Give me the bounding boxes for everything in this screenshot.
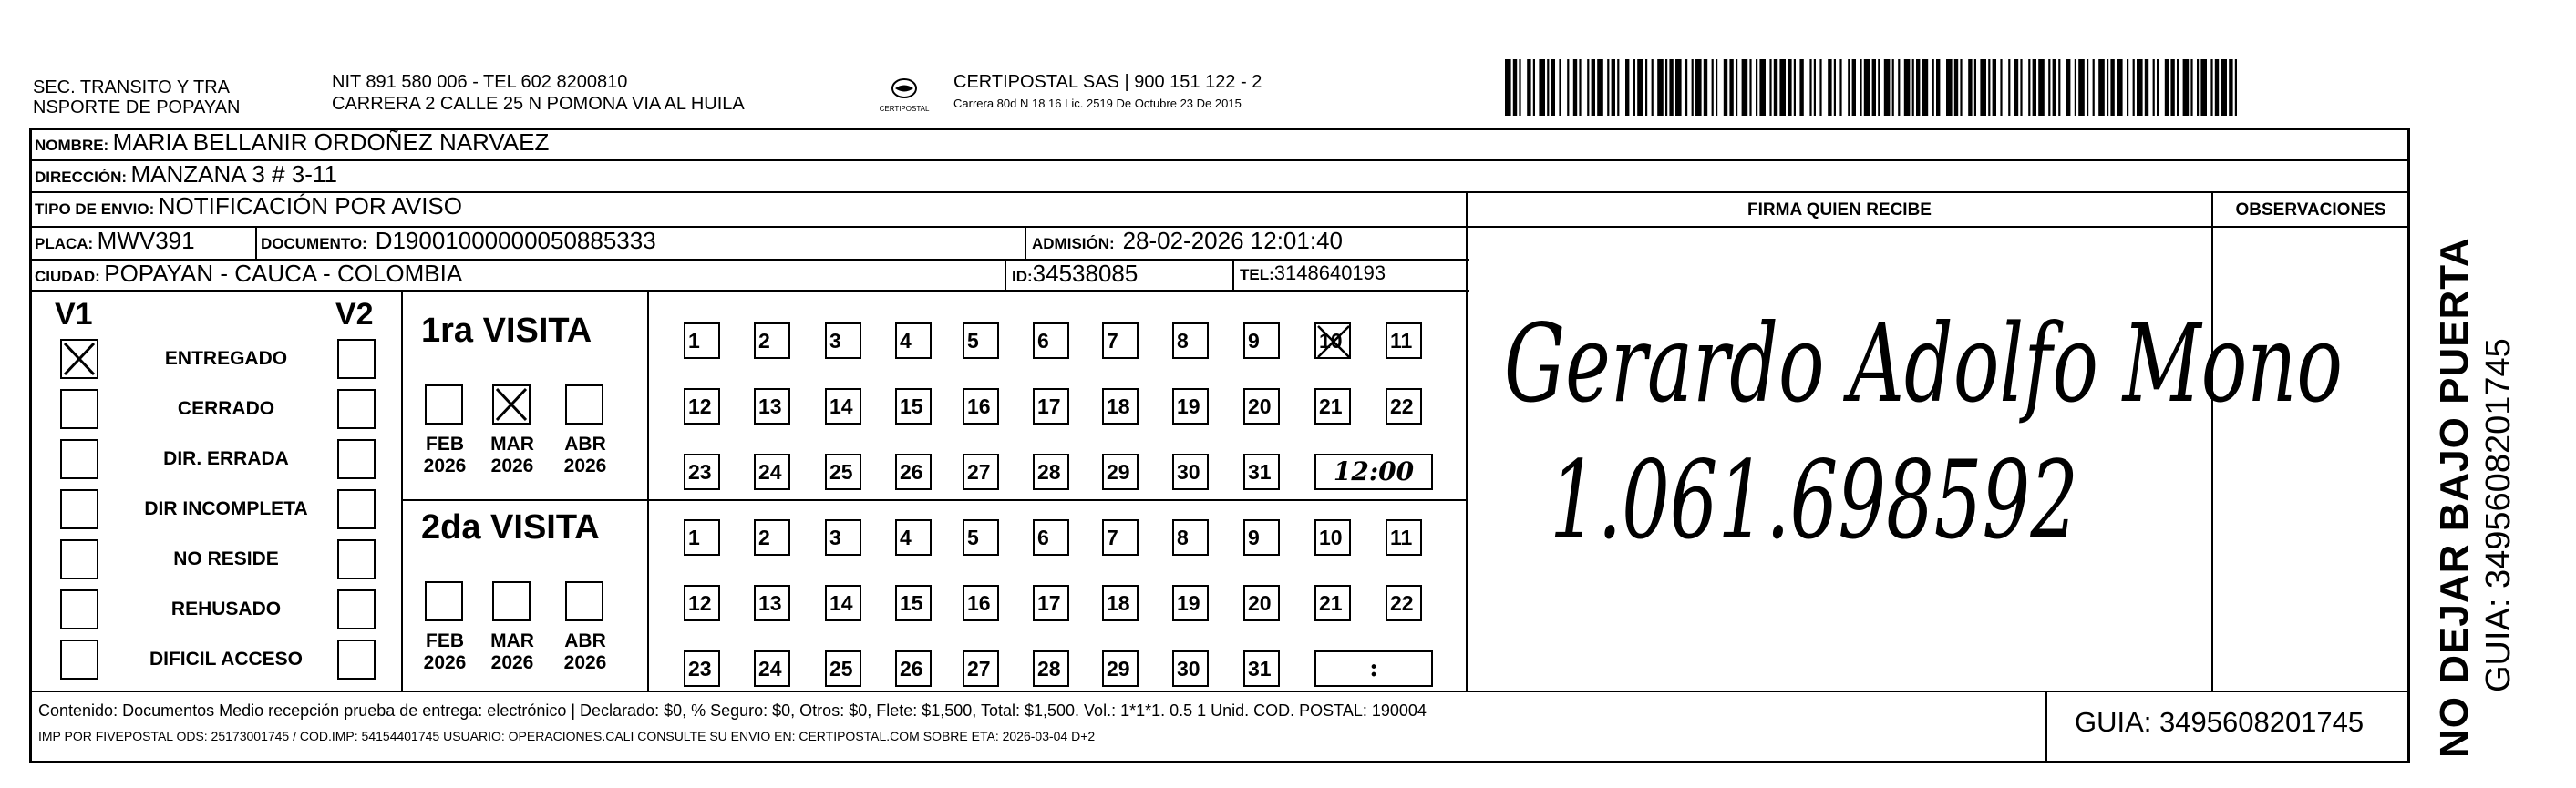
day-box-6[interactable]: 6: [1033, 322, 1069, 359]
v1-header: V1: [55, 297, 93, 332]
row-address: [29, 159, 2410, 190]
day-box-10[interactable]: 10: [1314, 322, 1351, 359]
month-label: MAR: [490, 434, 534, 455]
day-box-31[interactable]: 31: [1243, 650, 1280, 687]
day-box-18[interactable]: 18: [1102, 585, 1139, 621]
day-box-30[interactable]: 30: [1172, 454, 1209, 490]
day-box-6[interactable]: 6: [1033, 519, 1069, 556]
day-box-29[interactable]: 29: [1102, 454, 1139, 490]
sender-name-line2: NSPORTE DE POPAYAN: [33, 97, 241, 118]
status-checkbox-v1[interactable]: [60, 439, 98, 479]
month-label: FEB: [426, 434, 464, 455]
day-box-24[interactable]: 24: [754, 454, 790, 490]
month-checkbox-mar[interactable]: [492, 581, 531, 621]
plate-label: PLACA:: [35, 235, 94, 252]
status-checkbox-v1[interactable]: [60, 640, 98, 680]
day-box-13[interactable]: 13: [754, 585, 790, 621]
barcode: [1505, 59, 2237, 116]
admission-label: ADMISIÓN:: [1032, 235, 1115, 252]
day-box-14[interactable]: 14: [825, 388, 861, 425]
day-box-26[interactable]: 26: [895, 650, 932, 687]
year-label: 2026: [563, 455, 607, 476]
month-label: MAR: [490, 630, 534, 651]
day-box-8[interactable]: 8: [1172, 322, 1209, 359]
day-box-8[interactable]: 8: [1172, 519, 1209, 556]
svg-text:Gerardo Adolfo Mono: Gerardo Adolfo Mono: [1504, 301, 2343, 426]
second-visit-title: 2da VISITA: [421, 508, 600, 547]
signature-header: FIRMA QUIEN RECIBE: [1747, 200, 1932, 220]
day-box-4[interactable]: 4: [895, 519, 932, 556]
city-label: CIUDAD:: [35, 268, 100, 285]
day-box-12[interactable]: 12: [684, 388, 720, 425]
day-box-20[interactable]: 20: [1243, 585, 1280, 621]
day-box-11[interactable]: 11: [1386, 519, 1422, 556]
plate: MWV391: [97, 227, 195, 254]
status-checkbox-v2[interactable]: [337, 640, 376, 680]
tel-label: TEL:: [1240, 266, 1274, 283]
guia-box: GUIA: 3495608201745: [2075, 706, 2365, 738]
certipostal-logo-icon: [875, 75, 933, 115]
content-line: Contenido: Documentos Medio recepción prueba de entrega: electrónico | Declarado: $0, % Seguro: $0, Otros: $0, Flete: $1,500, Total: $1,500. Vol.: 1*1*1. 0.5 1 Unid. COD. POSTAL: 190004: [38, 701, 1427, 720]
year-label: 2026: [563, 652, 607, 673]
day-box-17[interactable]: 17: [1033, 388, 1069, 425]
day-box-3[interactable]: 3: [825, 322, 861, 359]
send-type: NOTIFICACIÓN POR AVISO: [158, 192, 462, 220]
divider: [255, 226, 257, 259]
status-checkbox-v2[interactable]: [337, 439, 376, 479]
row-plate: [29, 226, 1469, 257]
recipient-address: MANZANA 3 # 3-11: [130, 160, 337, 188]
status-checkbox-v2[interactable]: [337, 539, 376, 579]
day-box-1[interactable]: 1: [684, 519, 720, 556]
divider: [2045, 691, 2047, 763]
status-checkbox-v1[interactable]: [60, 339, 98, 379]
x-mark-icon: [494, 386, 529, 423]
day-box-3[interactable]: 3: [825, 519, 861, 556]
year-label: 2026: [423, 652, 467, 673]
year-label: 2026: [490, 652, 534, 673]
company-subline: Carrera 80d N 18 16 Lic. 2519 De Octubre 23 De 2015: [953, 97, 1242, 110]
no-dejar-bajo-puerta: NO DEJAR BAJO PUERTA: [2432, 237, 2477, 758]
month-label: ABR: [564, 630, 606, 651]
divider: [401, 499, 1468, 501]
status-label: REHUSADO: [170, 599, 282, 619]
day-box-22[interactable]: 22: [1386, 585, 1422, 621]
observations-header: OBSERVACIONES: [2235, 200, 2386, 220]
day-box-16[interactable]: 16: [963, 585, 999, 621]
visit-time-box[interactable]: 12:00: [1314, 454, 1433, 490]
status-checkbox-v2[interactable]: [337, 339, 376, 379]
day-box-5[interactable]: 5: [963, 322, 999, 359]
imp-line: IMP POR FIVEPOSTAL ODS: 25173001745 / COD.IMP: 54154401745 USUARIO: OPERACIONES.CALI CONSULTE SU ENVIO EN: CERTIPOSTAL.COM SOBRE ETA: 2026-03-04 D+2: [38, 729, 1096, 743]
x-mark-icon: [1316, 324, 1351, 359]
day-box-15[interactable]: 15: [895, 388, 932, 425]
month-label: ABR: [564, 434, 606, 455]
year-label: 2026: [490, 455, 534, 476]
day-box-7[interactable]: 7: [1102, 322, 1139, 359]
svg-text:1.061.698592: 1.061.698592: [1550, 437, 2078, 563]
day-box-21[interactable]: 21: [1314, 388, 1351, 425]
status-checkbox-v1[interactable]: [60, 539, 98, 579]
day-box-16[interactable]: 16: [963, 388, 999, 425]
address-line: CARRERA 2 CALLE 25 N POMONA VIA AL HUILA: [332, 94, 745, 114]
status-checkbox-v1[interactable]: [60, 389, 98, 429]
svg-text:CERTIPOSTAL: CERTIPOSTAL: [879, 105, 930, 113]
recipient-tel: 3148640193: [1273, 261, 1386, 284]
month-checkbox-abr[interactable]: [565, 581, 603, 621]
day-box-2[interactable]: 2: [754, 322, 790, 359]
day-box-5[interactable]: 5: [963, 519, 999, 556]
day-box-18[interactable]: 18: [1102, 388, 1139, 425]
visit-time-box[interactable]: :: [1314, 650, 1433, 687]
day-box-12[interactable]: 12: [684, 585, 720, 621]
row-name: [29, 128, 1469, 159]
status-label: DIR. ERRADA: [163, 448, 289, 469]
day-box-1[interactable]: 1: [684, 322, 720, 359]
certipostal-logo: [875, 75, 933, 115]
day-box-24[interactable]: 24: [754, 650, 790, 687]
side-text: [2416, 146, 2543, 765]
city: POPAYAN - CAUCA - COLOMBIA: [104, 260, 463, 287]
divider: [29, 691, 2410, 692]
divider: [647, 290, 649, 691]
day-box-23[interactable]: 23: [684, 454, 720, 490]
day-box-27[interactable]: 27: [963, 650, 999, 687]
divider: [1232, 259, 1234, 290]
document-number: D19001000000050885333: [375, 227, 656, 254]
status-label: DIFICIL ACCESO: [149, 649, 303, 670]
status-checkbox-v2[interactable]: [337, 489, 376, 529]
year-label: 2026: [423, 455, 467, 476]
status-checkbox-v2[interactable]: [337, 589, 376, 629]
document-label: DOCUMENTO:: [261, 235, 367, 252]
recipient-name: MARIA BELLANIR ORDOÑEZ NARVAEZ: [112, 128, 550, 156]
day-box-25[interactable]: 25: [825, 454, 861, 490]
day-box-26[interactable]: 26: [895, 454, 932, 490]
day-box-2[interactable]: 2: [754, 519, 790, 556]
divider: [401, 290, 403, 691]
day-box-29[interactable]: 29: [1102, 650, 1139, 687]
day-box-30[interactable]: 30: [1172, 650, 1209, 687]
row-send-type: [29, 191, 1469, 222]
status-checkbox-v1[interactable]: [60, 589, 98, 629]
day-box-22[interactable]: 22: [1386, 388, 1422, 425]
day-box-31[interactable]: 31: [1243, 454, 1280, 490]
x-mark-icon: [62, 341, 97, 377]
day-box-14[interactable]: 14: [825, 585, 861, 621]
status-label: ENTREGADO: [164, 348, 288, 369]
first-visit-title: 1ra VISITA: [421, 312, 592, 350]
month-checkbox-mar[interactable]: [492, 384, 531, 425]
day-box-15[interactable]: 15: [895, 585, 932, 621]
status-label: CERRADO: [177, 398, 275, 419]
side-guia: GUIA: 3495608201745: [2479, 338, 2518, 692]
status-checkbox-v1[interactable]: [60, 489, 98, 529]
month-checkbox-abr[interactable]: [565, 384, 603, 425]
status-label: NO RESIDE: [173, 548, 279, 569]
divider: [1005, 259, 1006, 290]
day-box-28[interactable]: 28: [1033, 454, 1069, 490]
day-box-10[interactable]: 10: [1314, 519, 1351, 556]
month-checkbox-feb[interactable]: [425, 384, 463, 425]
day-box-19[interactable]: 19: [1172, 585, 1209, 621]
row-city: [29, 259, 1469, 290]
admission-date: 28-02-2026 12:01:40: [1122, 227, 1343, 254]
divider: [1025, 226, 1026, 259]
status-label: DIR INCOMPLETA: [144, 498, 308, 519]
company-line: CERTIPOSTAL SAS | 900 151 122 - 2: [953, 72, 1262, 92]
send-type-label: TIPO DE ENVIO:: [35, 200, 155, 218]
handwritten-signature: [1468, 264, 2379, 574]
nit-line: NIT 891 580 006 - TEL 602 8200810: [332, 72, 628, 92]
day-box-28[interactable]: 28: [1033, 650, 1069, 687]
month-checkbox-feb[interactable]: [425, 581, 463, 621]
recipient-id: 34538085: [1032, 260, 1139, 287]
day-box-21[interactable]: 21: [1314, 585, 1351, 621]
day-box-27[interactable]: 27: [963, 454, 999, 490]
id-label: ID:: [1012, 268, 1033, 285]
day-box-4[interactable]: 4: [895, 322, 932, 359]
day-box-17[interactable]: 17: [1033, 585, 1069, 621]
day-box-9[interactable]: 9: [1243, 322, 1280, 359]
name-label: NOMBRE:: [35, 137, 109, 154]
day-box-13[interactable]: 13: [754, 388, 790, 425]
day-box-25[interactable]: 25: [825, 650, 861, 687]
status-checkbox-v2[interactable]: [337, 389, 376, 429]
address-label: DIRECCIÓN:: [35, 169, 128, 186]
divider: [29, 290, 1469, 292]
day-box-19[interactable]: 19: [1172, 388, 1209, 425]
day-box-23[interactable]: 23: [684, 650, 720, 687]
month-label: FEB: [426, 630, 464, 651]
v2-header: V2: [335, 297, 374, 332]
sender-name-line1: SEC. TRANSITO Y TRA: [33, 77, 230, 97]
day-box-9[interactable]: 9: [1243, 519, 1280, 556]
day-box-7[interactable]: 7: [1102, 519, 1139, 556]
day-box-11[interactable]: 11: [1386, 322, 1422, 359]
day-box-20[interactable]: 20: [1243, 388, 1280, 425]
